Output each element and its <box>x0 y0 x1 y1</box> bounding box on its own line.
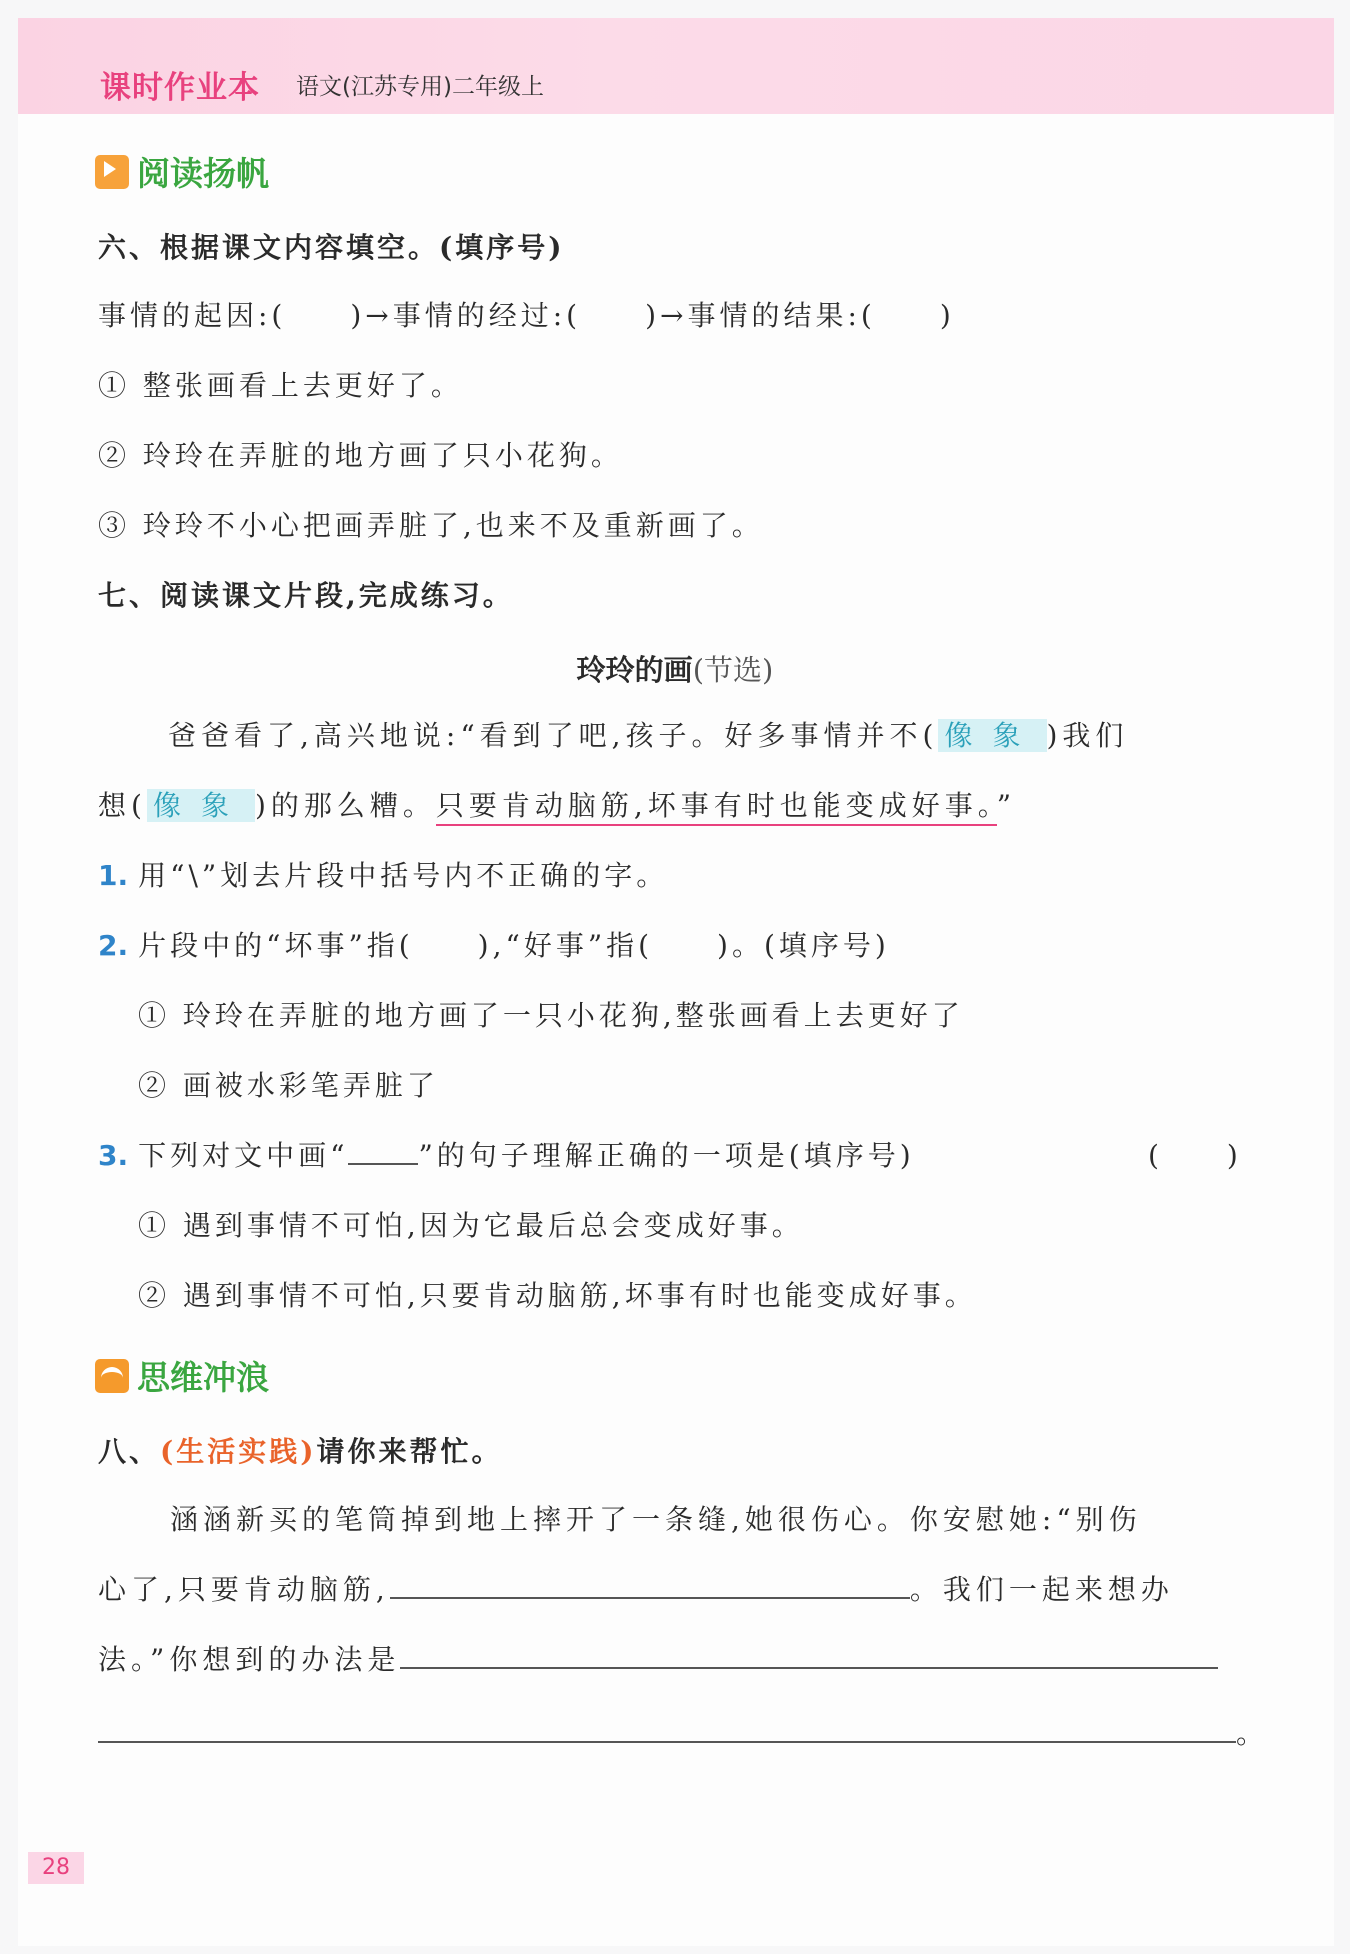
q7-sub1-text: 用“\”划去片段中括号内不正确的字。 <box>138 859 669 892</box>
passage-end-quote: ” <box>996 789 1017 822</box>
q7-sub1 <box>98 854 668 894</box>
q8-title <box>98 1430 503 1470</box>
passage-text-b: )我们 <box>1046 719 1129 752</box>
q7-sub2 <box>98 924 890 964</box>
q6-title: 六、根据课文内容填空。(填序号) <box>98 231 565 264</box>
q7-sub2-number: 2. <box>98 929 129 962</box>
q8-line-3 <box>98 1638 1218 1678</box>
passage-text-d: )的那么糟。 <box>254 789 436 822</box>
section-reading-header <box>95 148 269 195</box>
q7-sub3-option-1: ① 遇到事情不可怕,因为它最后总会变成好事。 <box>138 1209 804 1242</box>
underline-symbol <box>348 1163 418 1165</box>
q8-title-text: 请你来帮忙。 <box>316 1435 503 1468</box>
q8-line-2-text-a: 心了,只要肯动脑筋, <box>98 1573 390 1606</box>
answer-blank-2[interactable] <box>400 1667 1218 1669</box>
q7-sub1-number: 1. <box>98 859 129 892</box>
answer-blank-1[interactable] <box>390 1597 910 1599</box>
q8-line-3-text: 法。”你想到的办法是 <box>98 1643 401 1676</box>
passage-text-a: 爸爸看了,高兴地说:“看到了吧,孩子。好多事情并不( <box>168 719 939 752</box>
q7-sub2-text: 片段中的“坏事”指( ),“好事”指( )。(填序号) <box>138 929 890 962</box>
q8-prefix: 八、 <box>98 1435 161 1468</box>
q6-option-3: ③ 玲玲不小心把画弄脏了,也来不及重新画了。 <box>98 509 764 542</box>
passage-line-2 <box>98 784 1016 824</box>
q8-line-2 <box>98 1568 1174 1608</box>
section-reading-title: 阅读扬帆 <box>137 154 269 193</box>
q8-line-1: 涵涵新买的笔筒掉到地上摔开了一条缝,她很伤心。你安慰她:“别伤 <box>170 1503 1142 1536</box>
passage-line-1 <box>168 714 1128 754</box>
section-thinking-title: 思维冲浪 <box>137 1358 269 1397</box>
q6-option-2: ② 玲玲在弄脏的地方画了只小花狗。 <box>98 439 623 472</box>
q8-tag: (生活实践) <box>160 1435 317 1468</box>
q8-line-2-text-b: 。我们一起来想办 <box>909 1573 1174 1606</box>
q7-sub3-option-2: ② 遇到事情不可怕,只要肯动脑筋,坏事有时也能变成好事。 <box>138 1279 977 1312</box>
handwriting-answer-1: 像象 <box>938 719 1046 752</box>
section-thinking-header <box>95 1352 269 1399</box>
wave-icon <box>95 1359 129 1393</box>
q6-fill-line: 事情的起因:( )→事情的经过:( )→事情的结果:( ) <box>98 299 955 332</box>
q7-sub3-number: 3. <box>98 1139 129 1172</box>
q7-sub3-answer-paren: ( ) <box>1148 1139 1242 1172</box>
q7-sub3-pre: 下列对文中画“ <box>138 1139 349 1172</box>
brand-title: 课时作业本 <box>100 70 260 106</box>
q8-end-mark: 。 <box>1236 1717 1269 1750</box>
book-subtitle: 语文(江苏专用)二年级上 <box>296 74 544 100</box>
q6-option-1: ① 整张画看上去更好了。 <box>98 369 463 402</box>
q8-line-4 <box>98 1712 1268 1752</box>
passage-title-main: 玲玲的画 <box>576 653 693 687</box>
q7-sub2-option-1: ① 玲玲在弄脏的地方画了一只小花狗,整张画看上去更好了 <box>138 999 964 1032</box>
q7-title: 七、阅读课文片段,完成练习。 <box>98 579 514 612</box>
page-number: 28 <box>28 1852 84 1884</box>
q7-sub2-option-2: ② 画被水彩笔弄脏了 <box>138 1069 439 1102</box>
handwriting-answer-2: 像象 <box>147 789 255 822</box>
passage-text-c: 想( <box>98 789 147 822</box>
underlined-sentence: 只要肯动脑筋,坏事有时也能变成好事。 <box>436 789 997 826</box>
passage-title <box>0 648 1350 689</box>
q7-sub3 <box>98 1134 915 1174</box>
q7-sub3-post: ”的句子理解正确的一项是(填序号) <box>418 1139 915 1172</box>
answer-blank-3[interactable] <box>98 1741 1236 1743</box>
sail-icon <box>95 155 129 189</box>
passage-title-note: (节选) <box>692 653 774 687</box>
